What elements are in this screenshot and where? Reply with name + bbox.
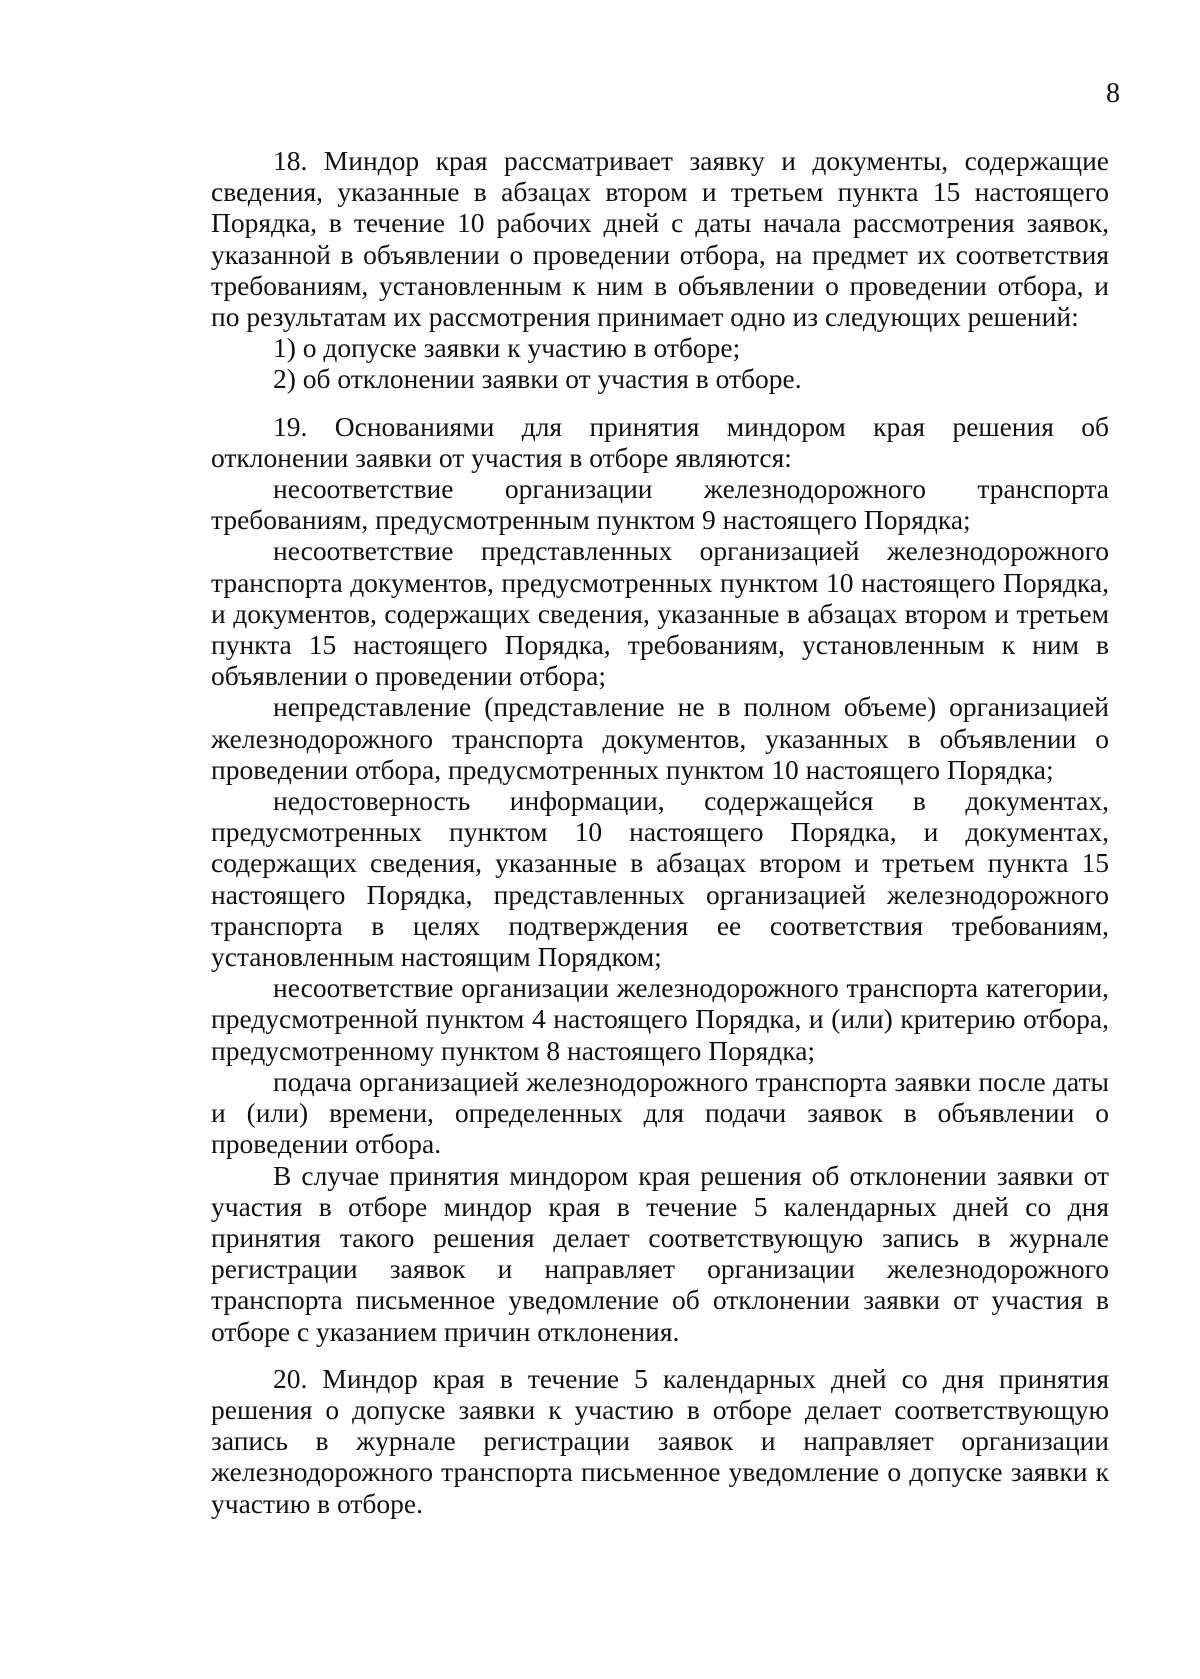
page-number: 8	[1106, 78, 1120, 109]
paragraph-18-option-1: 1) о допуске заявки к участию в отборе;	[273, 332, 741, 364]
paragraph-19-ground-4: недостоверность информации, содержащейся в документах, предусмотренных пунктом 10 настоящего Порядка, и документах, содержащих сведения, указанные в абзацах втором и третьем пункта 15 настоящего Порядка, представленных организацией железнодорожного транспорта в целях подтверждения ее соответствия требованиям, установленным настоящим Порядком;	[211, 785, 1109, 973]
paragraph-19: 19. Основаниями для принятия миндором края решения об отклонении заявки от участия в отборе являются:	[211, 410, 1109, 473]
paragraph-19-ground-6: подача организацией железнодорожного транспорта заявки после даты и (или) времени, определенных для подачи заявок в объявлении о проведении отбора.	[211, 1065, 1109, 1160]
paragraph-19-rejection-notice: В случае принятия миндором края решения об отклонении заявки от участия в отборе миндор края в течение 5 календарных дней со дня принятия такого решения делает соответствующую запись в журнале регистрации заявок и направляет организации железнодорожного транспорта письменное уведомление об отклонении заявки от участия в отборе с указанием причин отклонения.	[211, 1159, 1109, 1347]
paragraph-19-ground-2: несоответствие представленных организацией железнодорожного транспорта документов, предусмотренных пунктом 10 настоящего Порядка, и документов, содержащих сведения, указанные в абзацах втором и третьем пункта 15 настоящего Порядка, требованиям, установленным к ним в объявлении о проведении отбора;	[211, 535, 1109, 692]
paragraph-20: 20. Миндор края в течение 5 календарных дней со дня принятия решения о допуске заявки к участию в отборе делает соответствующую запись в журнале регистрации заявок и направляет организации железнодорожного транспорта письменное уведомление о допуске заявки к участию в отборе.	[211, 1362, 1109, 1519]
paragraph-18-option-2: 2) об отклонении заявки от участия в отборе.	[273, 363, 802, 395]
paragraph-19-ground-5: несоответствие организации железнодорожного транспорта категории, предусмотренной пунктом 4 настоящего Порядка, и (или) критерию отбора, предусмотренному пунктом 8 настоящего Порядка;	[211, 972, 1109, 1066]
paragraph-19-ground-3: непредставление (представление не в полном объеме) организацией железнодорожного транспорта документов, указанных в объявлении о проведении отбора, предусмотренных пунктом 10 настоящего Порядка;	[211, 691, 1109, 785]
paragraph-18: 18. Миндор края рассматривает заявку и документы, содержащие сведения, указанные в абзацах втором и третьем пункта 15 настоящего Порядка, в течение 10 рабочих дней с даты начала рассмотрения заявок, указанной в объявлении о проведении отбора, на предмет их соответствия требованиям, установленным к ним в объявлении о проведении отбора, и по результатам их рассмотрения принимает одно из следующих решений:	[211, 145, 1109, 333]
paragraph-19-ground-1: несоответствие организации железнодорожного транспорта требованиям, предусмотренным пунктом 9 настоящего Порядка;	[211, 473, 1109, 536]
document-body	[211, 145, 1109, 1519]
